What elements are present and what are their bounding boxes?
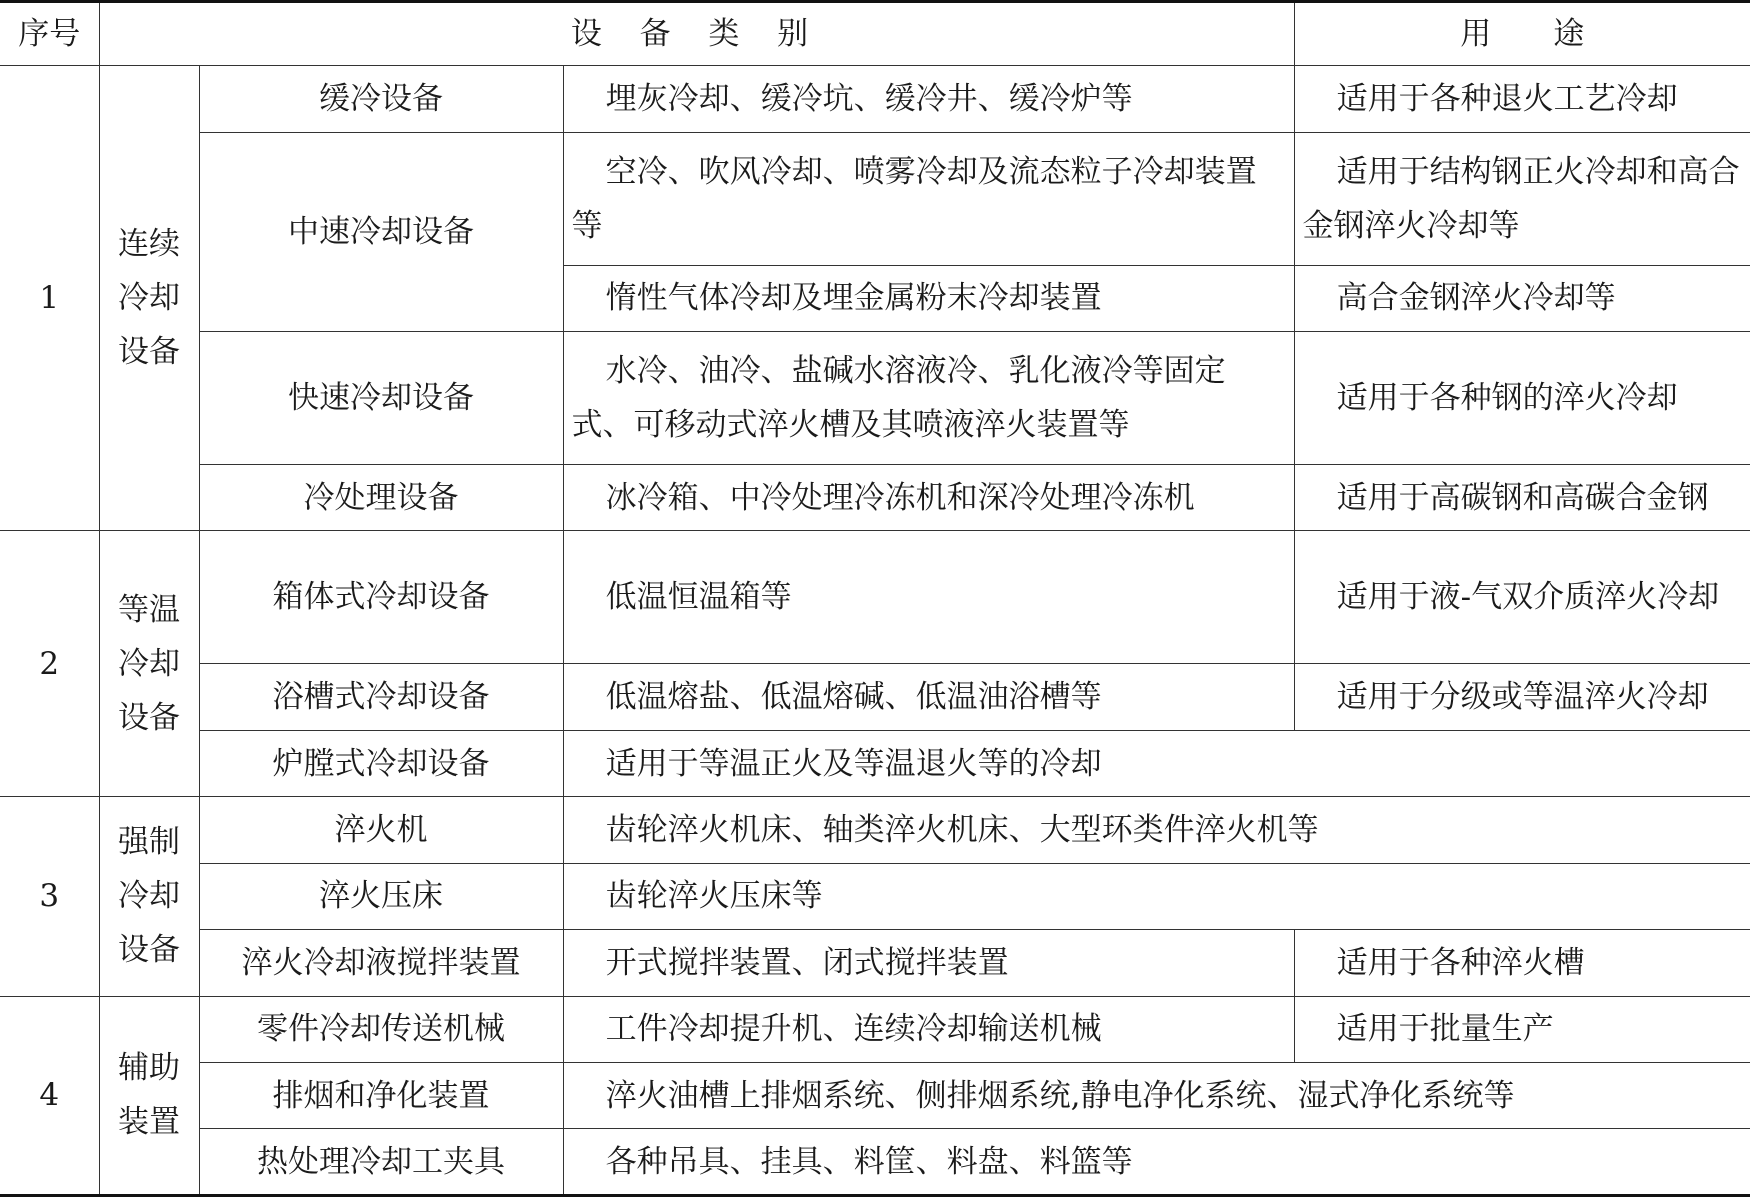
group-name-line: 等温: [118, 591, 180, 628]
equipment-desc: 齿轮淬火机床、轴类淬火机床、大型环类件淬火机等: [563, 797, 1750, 863]
equipment-use: 适用于各种退火工艺冷却: [1294, 66, 1750, 132]
group-name-line: 连续: [118, 226, 180, 263]
equipment-desc: 齿轮淬火压床等: [563, 863, 1750, 929]
table-row: [0, 797, 1750, 863]
equipment-use: 适用于结构钢正火冷却和高合金钢淬火冷却等: [1294, 132, 1750, 265]
group-number: 1: [0, 66, 99, 531]
equipment-desc: 低温恒温箱等: [563, 531, 1294, 664]
header-use: 用 途: [1294, 2, 1750, 66]
equipment-use: 适用于各种淬火槽: [1294, 930, 1750, 996]
equipment-use: 适用于高碳钢和高碳合金钢: [1294, 465, 1750, 531]
group-name-line: 辅助: [118, 1050, 180, 1087]
equipment-name: 排烟和净化装置: [199, 1062, 563, 1128]
equipment-name: 零件冷却传送机械: [199, 996, 563, 1062]
equipment-name: 缓冷设备: [199, 66, 563, 132]
group-name-line: 设备: [118, 932, 180, 969]
group-name: [99, 66, 199, 531]
table-row: [0, 664, 1750, 730]
equipment-desc: 各种吊具、挂具、料筐、料盘、料篮等: [563, 1129, 1750, 1196]
header-row: [0, 2, 1750, 66]
header-category: 设 备 类 别: [99, 2, 1294, 66]
equipment-desc: 埋灰冷却、缓冷坑、缓冷井、缓冷炉等: [563, 66, 1294, 132]
table-row: [0, 132, 1750, 265]
equipment-use: 适用于批量生产: [1294, 996, 1750, 1062]
group-number: 2: [0, 531, 99, 797]
equipment-desc: 低温熔盐、低温熔碱、低温油浴槽等: [563, 664, 1294, 730]
equipment-name: 热处理冷却工夹具: [199, 1129, 563, 1196]
table-row: [0, 465, 1750, 531]
table-row: [0, 66, 1750, 132]
group-name-line: 设备: [118, 334, 180, 371]
equipment-name: 快速冷却设备: [199, 332, 563, 465]
equipment-name: 浴槽式冷却设备: [199, 664, 563, 730]
table-row: [0, 1129, 1750, 1196]
equipment-desc: 水冷、油冷、盐碱水溶液冷、乳化液冷等固定式、可移动式淬火槽及其喷液淬火装置等: [563, 332, 1294, 465]
equipment-name: 箱体式冷却设备: [199, 531, 563, 664]
group-name-line: 冷却: [118, 878, 180, 915]
group-name: [99, 996, 199, 1195]
equipment-use: 高合金钢淬火冷却等: [1294, 265, 1750, 331]
equipment-name: 淬火机: [199, 797, 563, 863]
equipment-desc: 适用于等温正火及等温退火等的冷却: [563, 730, 1750, 796]
equipment-desc: 冰冷箱、中冷处理冷冻机和深冷处理冷冻机: [563, 465, 1294, 531]
group-name-line: 装置: [118, 1104, 180, 1141]
group-name-line: 冷却: [118, 645, 180, 682]
table-row: [0, 332, 1750, 465]
group-name-line: 强制: [118, 824, 180, 861]
equipment-name: 淬火压床: [199, 863, 563, 929]
table-row: [0, 730, 1750, 796]
group-number: 3: [0, 797, 99, 996]
group-name-line: 冷却: [118, 280, 180, 317]
equipment-use: 适用于各种钢的淬火冷却: [1294, 332, 1750, 465]
table-row: [0, 863, 1750, 929]
equipment-desc: 开式搅拌装置、闭式搅拌装置: [563, 930, 1294, 996]
equipment-desc: 惰性气体冷却及埋金属粉末冷却装置: [563, 265, 1294, 331]
group-number: 4: [0, 996, 99, 1195]
equipment-desc: 淬火油槽上排烟系统、侧排烟系统,静电净化系统、湿式净化系统等: [563, 1062, 1750, 1128]
equipment-desc: 空冷、吹风冷却、喷雾冷却及流态粒子冷却装置等: [563, 132, 1294, 265]
equipment-use: 适用于液-气双介质淬火冷却: [1294, 531, 1750, 664]
equipment-name: 冷处理设备: [199, 465, 563, 531]
equipment-desc: 工件冷却提升机、连续冷却输送机械: [563, 996, 1294, 1062]
equipment-name: 炉膛式冷却设备: [199, 730, 563, 796]
equipment-name: 中速冷却设备: [199, 132, 563, 331]
table-row: [0, 930, 1750, 996]
header-no: 序号: [0, 2, 99, 66]
equipment-name: 淬火冷却液搅拌装置: [199, 930, 563, 996]
table-row: [0, 1062, 1750, 1128]
group-name: [99, 531, 199, 797]
equipment-use: 适用于分级或等温淬火冷却: [1294, 664, 1750, 730]
group-name-line: 设备: [118, 699, 180, 736]
group-name: [99, 797, 199, 996]
table-row: [0, 996, 1750, 1062]
table-row: [0, 531, 1750, 664]
